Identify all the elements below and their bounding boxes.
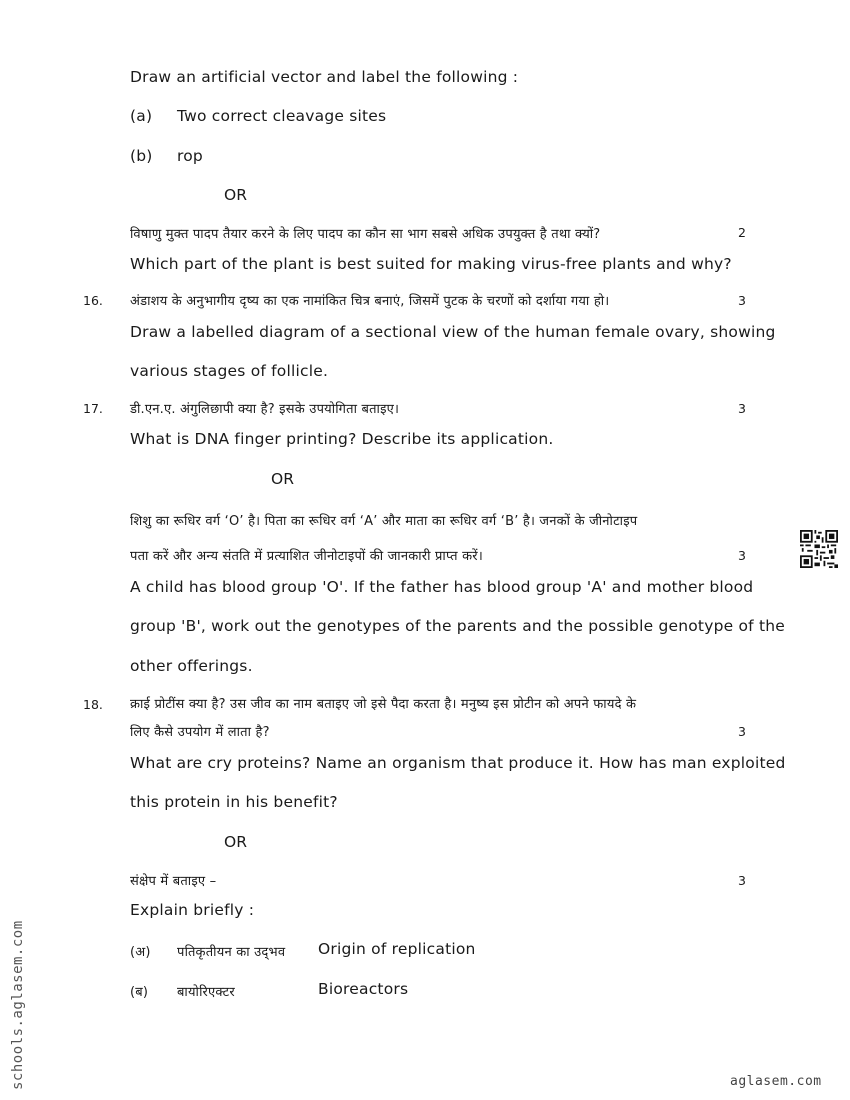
option-b-text: rop xyxy=(177,147,203,165)
question-english: Which part of the plant is best suited for making virus-free plants and why? xyxy=(130,255,732,273)
question-hindi: संक्षेप में बताइए – xyxy=(130,874,217,889)
option-b-label: (b) xyxy=(130,147,153,165)
or-divider: OR xyxy=(224,833,247,851)
option-b-english: Bioreactors xyxy=(318,980,409,998)
marks: 3 xyxy=(738,548,746,563)
question-hindi-line: पता करें और अन्य संतति में प्रत्याशित जीनोटाइपों की जानकारी प्राप्त करें। xyxy=(130,549,483,564)
marks: 3 xyxy=(738,293,746,308)
question-english: Explain briefly : xyxy=(130,901,255,919)
question-english-line: A child has blood group 'O'. If the father has blood group 'A' and mother blood xyxy=(130,578,754,596)
question-english-line: group 'B', work out the genotypes of the parents and the possible genotype of the xyxy=(130,617,785,635)
question-english-line: this protein in his benefit? xyxy=(130,793,338,811)
question-number: 16. xyxy=(83,293,103,308)
option-a-text: Two correct cleavage sites xyxy=(177,107,387,125)
option-b-label: (ब) xyxy=(130,985,149,1000)
question-hindi: विषाणु मुक्त पादप तैयार करने के लिए पादप का कौन सा भाग सबसे अधिक उपयुक्त है तथा क्यों? xyxy=(130,227,601,242)
marks: 3 xyxy=(738,724,746,739)
question-hindi-line: लिए कैसे उपयोग में लाता है? xyxy=(130,725,270,740)
watermark: schools.aglasem.com xyxy=(10,920,26,1090)
question-english-line: various stages of follicle. xyxy=(130,362,329,380)
option-a-english: Origin of replication xyxy=(318,940,476,958)
or-divider: OR xyxy=(224,186,247,204)
option-a-hindi: पतिकृतीयन का उद्‌भव xyxy=(177,945,286,960)
question-english-line: other offerings. xyxy=(130,657,253,675)
question-english-line: What are cry proteins? Name an organism that produce it. How has man exploited xyxy=(130,754,786,772)
instruction-text: Draw an artificial vector and label the following : xyxy=(130,68,519,86)
question-hindi-line: शिशु का रूधिर वर्ग ‘O’ है। पिता का रूधिर वर्ग ‘A’ और माता का रूधिर वर्ग ‘B’ है। जनकों के जीनोटाइप xyxy=(130,514,638,529)
marks: 3 xyxy=(738,873,746,888)
question-number: 17. xyxy=(83,401,103,416)
question-hindi: डी.एन.ए. अंगुलिछापी क्या है? इसके उपयोगिता बताइए। xyxy=(130,402,400,417)
question-english: What is DNA finger printing? Describe its application. xyxy=(130,430,554,448)
qr-code-icon xyxy=(800,530,838,568)
question-english-line: Draw a labelled diagram of a sectional view of the human female ovary, showing xyxy=(130,323,776,341)
or-divider: OR xyxy=(271,470,294,488)
marks: 3 xyxy=(738,401,746,416)
footer-url: aglasem.com xyxy=(730,1074,822,1089)
question-hindi-line: क्राई प्रोटींस क्या है? उस जीव का नाम बताइए जो इसे पैदा करता है। मनुष्य इस प्रोटीन को अपने फायदे के xyxy=(130,697,637,712)
question-number: 18. xyxy=(83,697,103,712)
marks: 2 xyxy=(738,225,746,240)
option-b-hindi: बायोरिएक्टर xyxy=(177,985,235,1000)
question-hindi: अंडाशय के अनुभागीय दृष्य का एक नामांकित चित्र बनाएं, जिसमें पुटक के चरणों को दर्शाया गया हो। xyxy=(130,294,610,309)
option-a-label: (अ) xyxy=(130,945,151,960)
option-a-label: (a) xyxy=(130,107,153,125)
